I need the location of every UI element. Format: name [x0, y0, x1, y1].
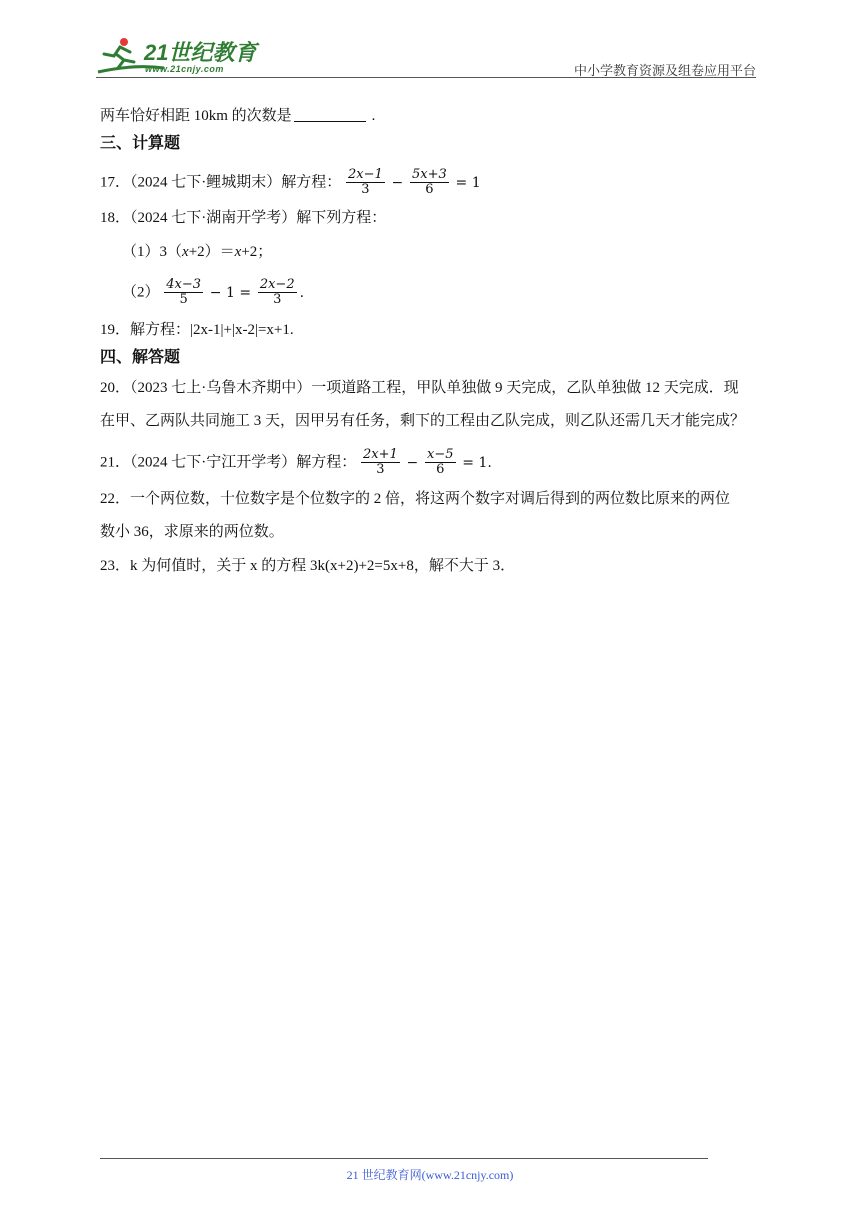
footer-divider [100, 1158, 708, 1159]
q17-f1-numerator: 2x−1 [348, 167, 383, 182]
q17-f2-numerator: 5x+3 [412, 167, 447, 182]
logo-url-text: www.21cnjy.com [145, 64, 224, 74]
question-19: 19．解方程：|2x-1|+|x-2|=x+1. [100, 322, 294, 338]
q16-end: . [371, 108, 376, 124]
section-3-title: 三、计算题 [100, 135, 181, 152]
q21-fraction-1 [361, 448, 400, 477]
q21-minus: − [406, 454, 419, 471]
q21-f2-denominator: 6 [436, 462, 445, 477]
q18-p1-var-2: x [234, 244, 242, 260]
q16-text: 两车恰好相距 10km 的次数是 [100, 108, 292, 124]
q17-rhs: = 1 [455, 174, 481, 191]
q18-f2-denominator: 3 [273, 292, 282, 307]
q17-prefix: 17．（2024 七下·鲤城期末）解方程： [100, 174, 342, 191]
q18-p2-label: （2） [122, 284, 160, 301]
q18-f1-numerator: 4x−3 [166, 277, 202, 292]
question-17 [100, 168, 483, 197]
q18-mid: − 1 = [209, 284, 252, 301]
q18-p1-end: +2； [241, 244, 273, 260]
q18-end: . [299, 284, 305, 301]
question-22-line-2: 数小 36，求原来的两位数。 [100, 524, 284, 540]
q17-minus: − [391, 174, 404, 191]
answer-blank [294, 107, 366, 122]
question-21 [100, 448, 494, 477]
question-20-line-2: 在甲、乙两队共同施工 3 天，因甲另有任务，剩下的工程由乙队完成，则乙队还需几天才能完成？ [100, 413, 746, 429]
question-22-line-1: 22．一个两位数，十位数字是个位数字的 2 倍，将这两个数字对调后得到的两位数比原来的两位 [100, 491, 731, 507]
q18-fraction-1 [164, 278, 203, 307]
q21-f1-denominator: 3 [376, 462, 385, 477]
header-divider [96, 77, 756, 78]
section-4-title: 四、解答题 [100, 349, 181, 366]
q18-f1-denominator: 5 [179, 292, 188, 307]
q18-f2-numerator: 2x−2 [259, 277, 295, 292]
question-18-part-2 [122, 278, 306, 307]
question-20-line-1: 20．（2023 七上·乌鲁木齐期中）一项道路工程，甲队单独做 9 天完成，乙队单独做 12 天完成．现 [100, 380, 739, 396]
q18-p1-label: （1）3（ [122, 244, 183, 260]
question-16-tail [100, 106, 375, 126]
question-23: 23．k 为何值时，关于 x 的方程 3k(x+2)+2=5x+8，解不大于 3． [100, 558, 516, 574]
question-18: 18．（2024 七下·湖南开学考）解下列方程： [100, 210, 387, 226]
q18-fraction-2 [258, 278, 297, 307]
q21-rhs: = 1. [462, 454, 492, 471]
q17-f2-denominator: 6 [425, 182, 434, 197]
q17-fraction-1 [346, 168, 385, 197]
header-platform-title: 中小学教育资源及组卷应用平台 [573, 63, 756, 78]
question-18-part-1 [122, 242, 272, 262]
q18-p1-var: x [182, 244, 189, 260]
q18-p1-mid: +2）＝ [188, 244, 235, 260]
q21-prefix: 21．（2024 七下·宁江开学考）解方程： [100, 454, 357, 471]
q21-f1-numerator: 2x+1 [363, 447, 398, 462]
q21-f2-numerator: x−5 [427, 447, 454, 462]
q17-fraction-2 [410, 168, 449, 197]
footer-link[interactable]: 21 世纪教育网(www.21cnjy.com) [346, 1168, 514, 1182]
q17-f1-denominator: 3 [361, 182, 370, 197]
svg-text:21世纪教育: 21世纪教育 [144, 40, 257, 65]
q21-fraction-2 [425, 448, 456, 477]
